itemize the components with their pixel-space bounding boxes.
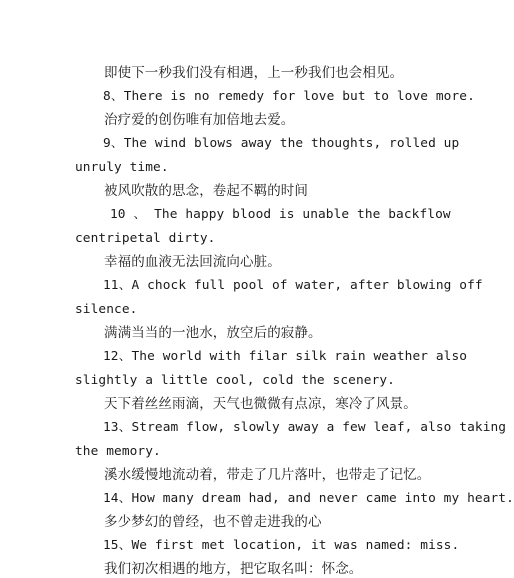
text-line-11: silence. — [75, 302, 138, 317]
text-line-18: 溪水缓慢地流动着，带走了几片落叶，也带走了记忆。 — [104, 467, 431, 483]
text-line-10: 11、A chock full pool of water, after blowing off — [103, 278, 483, 293]
text-line-2: 8、There is no remedy for love but to love more. — [103, 89, 475, 104]
text-line-16: 13、Stream flow, slowly away a few leaf, also taking — [103, 420, 507, 435]
text-line-14: slightly a little cool, cold the scenery. — [75, 373, 395, 388]
text-line-4: 9、The wind blows away the thoughts, rolled up — [103, 136, 460, 151]
text-line-7: 10 、 The happy blood is unable the backflow — [110, 207, 451, 222]
text-line-8: centripetal dirty. — [75, 231, 216, 246]
text-line-6: 被风吹散的思念，卷起不羁的时间 — [104, 183, 308, 199]
text-line-12: 满满当当的一池水，放空后的寂静。 — [104, 325, 322, 341]
text-line-19: 14、How many dream had, and never came into my heart. — [103, 491, 514, 506]
text-line-17: the memory. — [75, 444, 161, 459]
text-line-22: 我们初次相遇的地方，把它取名叫：怀念。 — [104, 561, 363, 577]
text-line-1: 即使下一秒我们没有相遇，上一秒我们也会相见。 — [104, 65, 404, 81]
text-line-21: 15、We first met location, it was named: miss. — [103, 538, 460, 553]
text-line-5: unruly time. — [75, 160, 169, 175]
text-line-9: 幸福的血液无法回流向心脏。 — [104, 254, 281, 270]
text-line-15: 天下着丝丝雨滴，天气也微微有点凉，寒冷了风景。 — [104, 396, 417, 412]
text-line-20: 多少梦幻的曾经，也不曾走进我的心 — [104, 514, 322, 530]
text-line-13: 12、The world with filar silk rain weather also — [103, 349, 468, 364]
text-line-3: 治疗爱的创伤唯有加倍地去爱。 — [104, 112, 295, 128]
